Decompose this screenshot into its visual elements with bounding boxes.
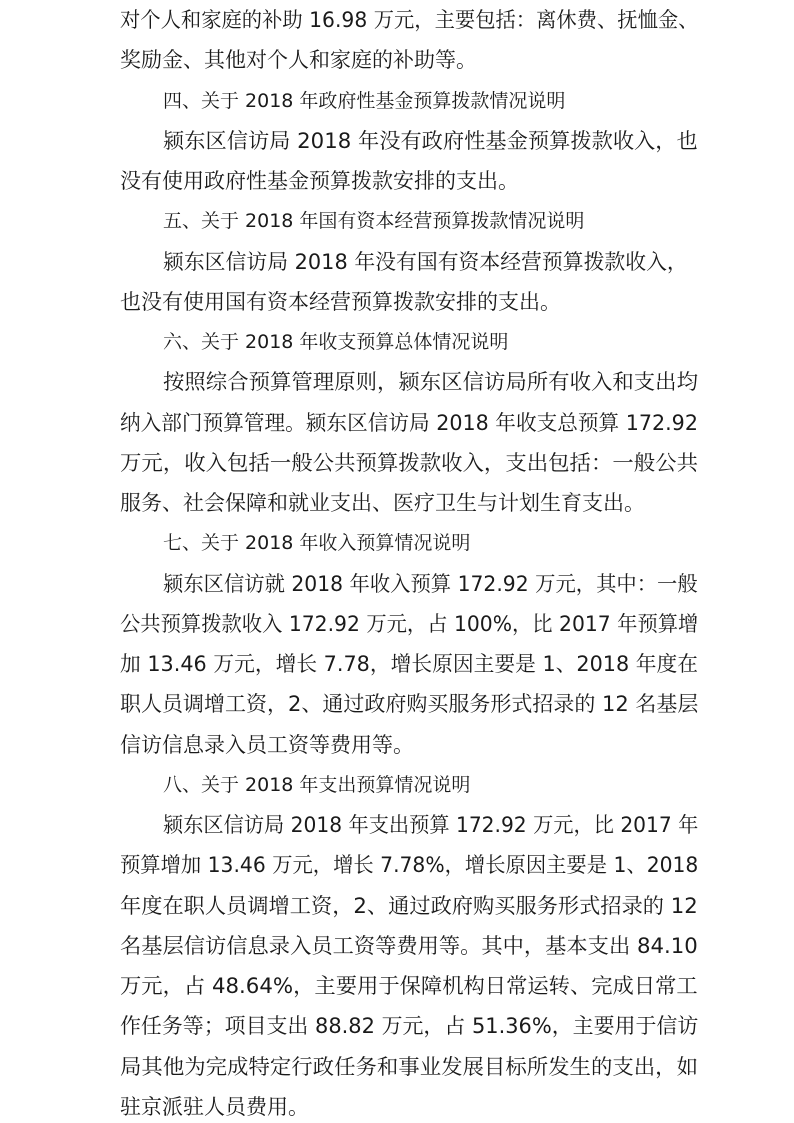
paragraph-line: 颍东区信访局 2018 年没有国有资本经营预算拨款收入， [163,250,688,274]
paragraph-line: 预算增加 13.46 万元，增长 7.78%，增长原因主要是 1、2018 [120,853,699,877]
section-heading: 八、关于 2018 年支出预算情况说明 [163,774,471,796]
section-heading: 四、关于 2018 年政府性基金预算拨款情况说明 [163,90,566,112]
section-heading: 七、关于 2018 年收入预算情况说明 [163,532,471,554]
paragraph-line: 年度在职人员调增工资，2、通过政府购买服务形式招录的 12 [120,894,698,918]
paragraph-line: 颍东区信访就 2018 年收入预算 172.92 万元，其中：一般 [163,572,698,596]
paragraph-line: 信访信息录入员工资等费用等。 [120,733,414,757]
paragraph-line: 公共预算拨款收入 172.92 万元，占 100%，比 2017 年预算增 [120,612,699,636]
paragraph-line: 纳入部门预算管理。颍东区信访局 2018 年收支总预算 172.92 [120,411,698,435]
paragraph-line: 没有使用政府性基金预算拨款安排的支出。 [120,169,519,193]
paragraph-line: 作任务等；项目支出 88.82 万元，占 51.36%，主要用于信访 [120,1014,699,1038]
section-heading: 五、关于 2018 年国有资本经营预算拨款情况说明 [163,210,585,232]
paragraph-line: 加 13.46 万元，增长 7.78，增长原因主要是 1、2018 年度在 [120,652,699,676]
paragraph-line: 服务、社会保障和就业支出、医疗卫生与计划生育支出。 [120,491,645,515]
paragraph-line: 奖励金、其他对个人和家庭的补助等。 [120,48,477,72]
section-heading: 六、关于 2018 年收支预算总体情况说明 [163,331,509,353]
paragraph-line: 对个人和家庭的补助 16.98 万元，主要包括：离休费、抚恤金、 [120,8,699,32]
paragraph-line: 局其他为完成特定行政任务和事业发展目标所发生的支出，如 [120,1055,698,1079]
paragraph-line: 名基层信访信息录入员工资等费用等。其中，基本支出 84.10 [120,934,698,958]
paragraph-line: 也没有使用国有资本经营预算拨款安排的支出。 [120,290,561,314]
paragraph-line: 颍东区信访局 2018 年支出预算 172.92 万元，比 2017 年 [163,813,699,837]
paragraph-line: 颍东区信访局 2018 年没有政府性基金预算拨款收入，也 [163,129,698,153]
paragraph-line: 万元，占 48.64%，主要用于保障机构日常运转、完成日常工 [120,974,698,998]
paragraph-line: 按照综合预算管理原则，颍东区信访局所有收入和支出均 [163,370,698,394]
paragraph-line: 职人员调增工资，2、通过政府购买服务形式招录的 12 名基层 [120,692,699,716]
paragraph-line: 驻京派驻人员费用。 [120,1095,309,1119]
paragraph-line: 万元，收入包括一般公共预算拨款收入，支出包括：一般公共 [120,451,698,475]
